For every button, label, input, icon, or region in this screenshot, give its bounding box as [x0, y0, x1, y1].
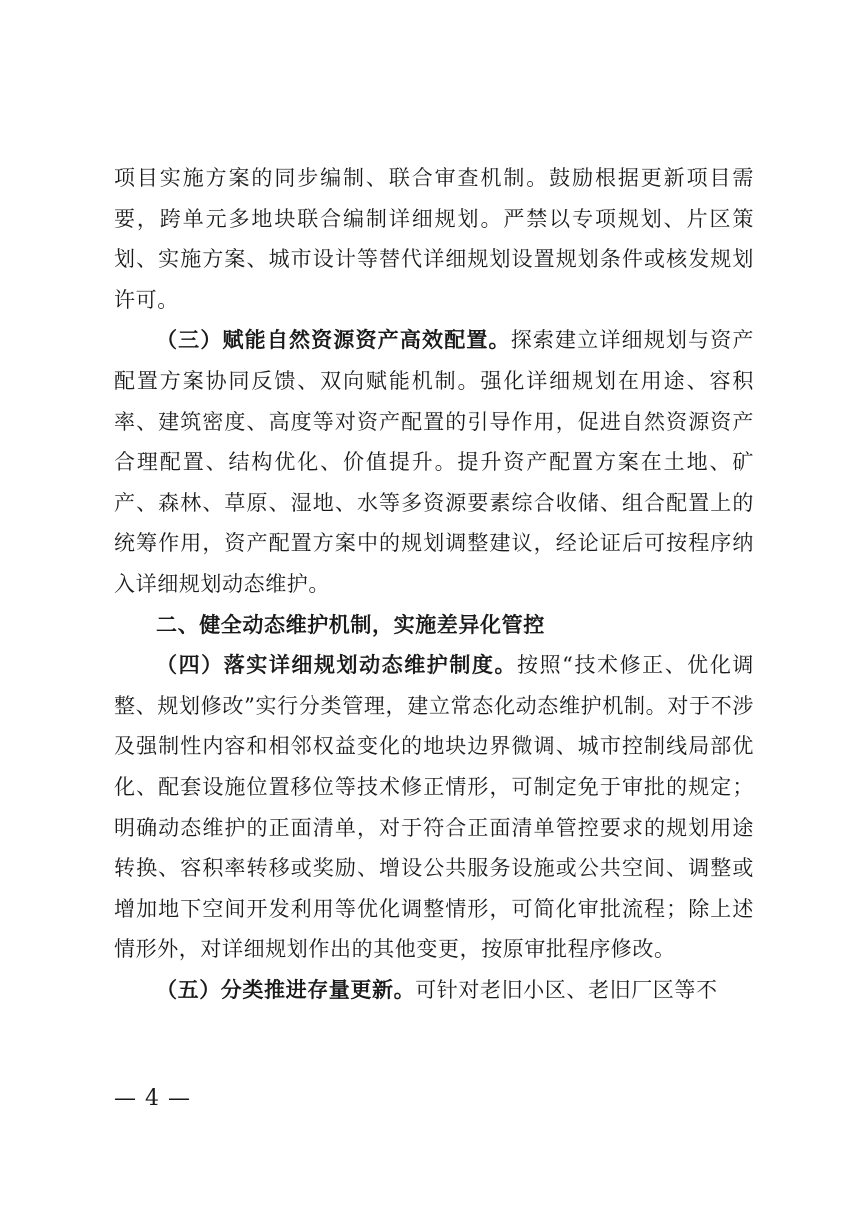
paragraph-section-3 [114, 320, 754, 604]
page-number: — 4 — [114, 1086, 191, 1111]
paragraph-text: 探索建立详细规划与资产配置方案协同反馈、双向赋能机制。强化详细规划在用途、容积率、建筑密度、高度等对资产配置的引导作用，促进自然资源资产合理配置、结构优化、价值提升。提升资产配置方案在土地、矿产、森林、草原、湿地、水等多资源要素综合收储、组合配置上的统筹作用，资产配置方案中的规划调整建议，经论证后可按程序纳入详细规划动态维护。 [114, 328, 754, 596]
paragraph-text: 可针对老旧小区、老旧厂区等不 [415, 977, 718, 1002]
paragraph-section-4 [114, 645, 754, 970]
paragraph-text: 项目实施方案的同步编制、联合审查机制。鼓励根据更新项目需要，跨单元多地块联合编制详细规划。严禁以专项规划、片区策划、实施方案、城市设计等替代详细规划设置规划条件或核发规划许可。 [114, 166, 754, 312]
paragraph-continued [114, 158, 754, 320]
document-body [114, 158, 754, 1010]
section-heading: 二、健全动态维护机制，实施差异化管控 [156, 612, 545, 637]
paragraph-lead-title: （三）赋能自然资源资产高效配置。 [156, 327, 511, 353]
paragraph-text: 按照“技术修正、优化调整、规划修改”实行分类管理，建立常态化动态维护机制。对于不涉及强制性内容和相邻权益变化的地块边界微调、城市控制线局部优化、配套设施位置移位等技术修正情形，可制定免于审批的规定；明确动态维护的正面清单，对于符合正面清单管控要求的规划用途转换、容积率转移或奖励、增设公共服务设施或公共空间、调整或增加地下空间开发利用等优化调整情形，可简化审批流程；除上述情形外，对详细规划作出的其他变更，按原审批程序修改。 [114, 653, 754, 962]
paragraph-section-5 [114, 970, 754, 1011]
paragraph-lead-title: （四）落实详细规划动态维护制度。 [156, 652, 518, 678]
paragraph-lead-title: （五）分类推进存量更新。 [156, 976, 416, 1002]
